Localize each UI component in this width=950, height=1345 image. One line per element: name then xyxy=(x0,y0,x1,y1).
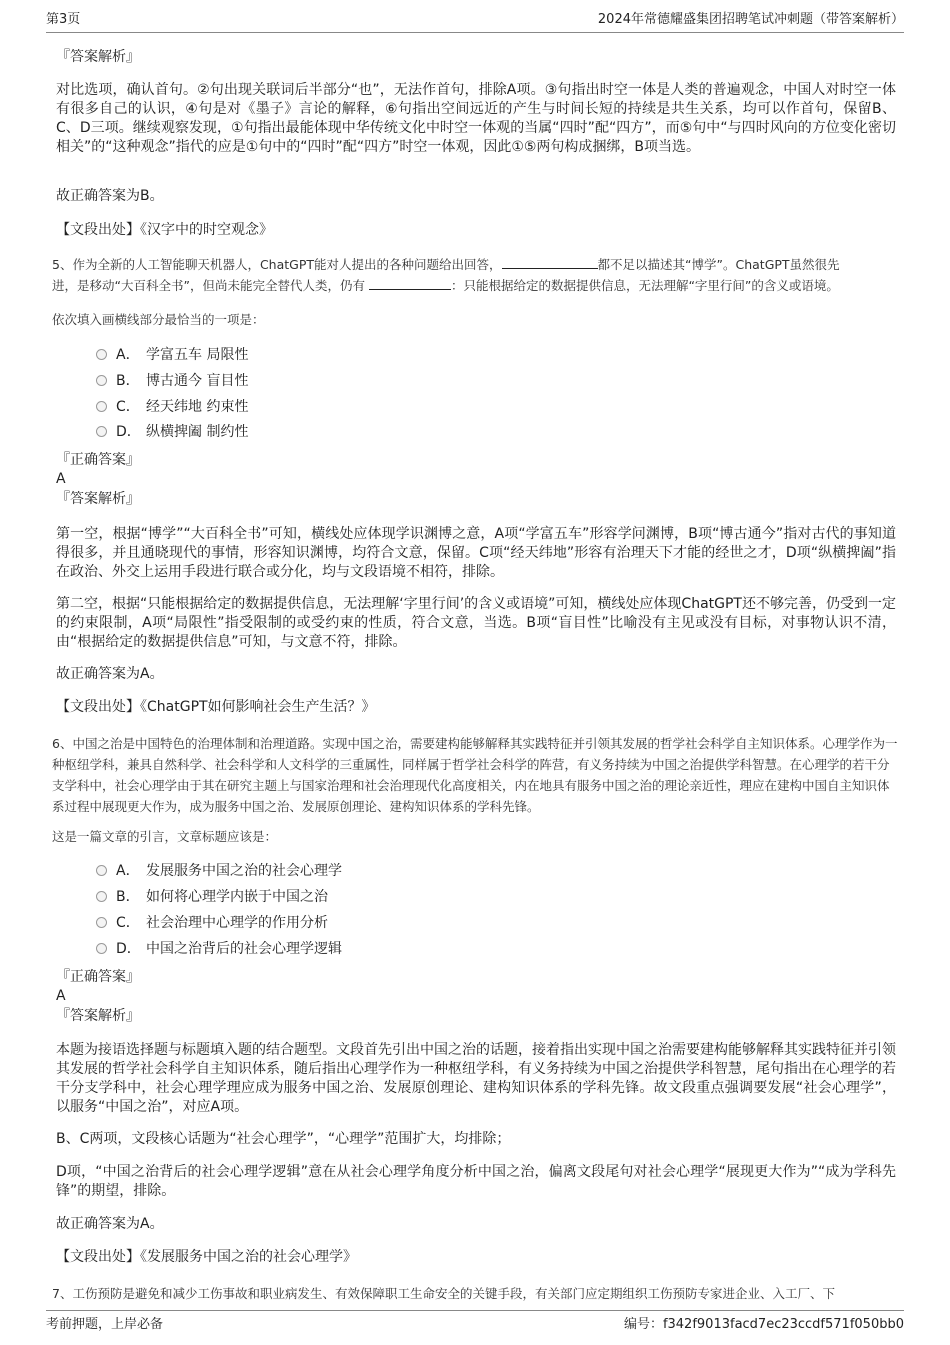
q4-conclusion: 故正确答案为B。 xyxy=(56,188,164,204)
radio-icon[interactable] xyxy=(96,917,107,928)
option-d[interactable]: D． 纵横捭阖 制约性 xyxy=(96,422,248,442)
fill-blank-1 xyxy=(502,255,598,269)
radio-icon[interactable] xyxy=(96,401,107,412)
analysis-label: 『答案解析』 xyxy=(56,49,140,65)
q4-analysis: 对比选项，确认首句。②句出现关联词后半部分“也”，无法作首句，排除A项。③句指出时空一体是人类的普遍观念，中国人对时空一体有很多自己的认识，④句是对《墨子》言论的解释，⑥句指出空间远近的产生与时间长短的持续是共生关系，均可以作首句，保留B、C、D三项。继续观察发现，①句指出最能体现中华传统文化中时空一体观的当属“四时”配“四方”，而⑤句中“与四时风向的方位变化密切相关”的“这种观念”指代的应是①句中的“四时”配“四方”时空一体观，因此①⑤两句构成捆绑，B项当选。 xyxy=(56,82,896,155)
q5-analysis-2: 第二空，根据“只能根据给定的数据提供信息，无法理解‘字里行间’的含义或语境”可知，横线处应体现ChatGPT还不够完善，仍受到一定的约束限制，A项“局限性”指受限制的或受约束的性质，符合文意，当选。B项“盲目性”比喻没有主见或没有目标，对事物认识不清，由“根据给定的数据提供信息”可知，与文意不符，排除。 xyxy=(56,596,896,650)
fill-blank-2 xyxy=(369,276,451,290)
option-c[interactable]: C． 社会治理中心理学的作用分析 xyxy=(96,913,328,933)
option-c[interactable]: C． 经天纬地 约束性 xyxy=(96,397,248,417)
q4-source: 【文段出处】《汉字中的时空观念》 xyxy=(56,222,273,238)
radio-icon[interactable] xyxy=(96,426,107,437)
page-header xyxy=(46,10,904,33)
page-number: 第3页 xyxy=(46,12,81,27)
correct-answer: A xyxy=(56,988,66,1004)
radio-icon[interactable] xyxy=(96,349,107,360)
analysis-label: 『答案解析』 xyxy=(56,491,140,507)
radio-icon[interactable] xyxy=(96,943,107,954)
document-id: 编号：f342f9013facd7ec23ccdf571f050bb0 xyxy=(623,1317,904,1332)
footer-slogan: 考前押题，上岸必备 xyxy=(46,1317,164,1332)
q5-stem: 5、作为全新的人工智能聊天机器人，ChatGPT能对人提出的各种问题给出回答， 都不足以描述其“博学”。ChatGPT虽然很先 进，是移动“大百科全书”，但尚未能完全替代人类，仍有 ：只能根据给定的数据提供信息，无法理解“字里行间”的含义或语境。 xyxy=(52,257,840,293)
q6-analysis-2: B、C两项，文段核心话题为“社会心理学”，“心理学”范围扩大，均排除； xyxy=(56,1131,511,1147)
q6-source: 【文段出处】《发展服务中国之治的社会心理学》 xyxy=(56,1249,357,1265)
correct-answer-label: 『正确答案』 xyxy=(56,452,140,468)
analysis-label: 『答案解析』 xyxy=(56,1008,140,1024)
q5-source: 【文段出处】《ChatGPT如何影响社会生产生活？》 xyxy=(56,699,376,715)
q6-analysis-3: D项，“中国之治背后的社会心理学逻辑”意在从社会心理学角度分析中国之治，偏离文段尾句对社会心理学“展现更大作为”“成为学科先锋”的期望，排除。 xyxy=(56,1164,896,1199)
radio-icon[interactable] xyxy=(96,891,107,902)
q6-stem: 6、中国之治是中国特色的治理体制和治理道路。实现中国之治，需要建构能够解释其实践特征并引领其发展的哲学社会科学自主知识体系。心理学作为一种枢纽学科，兼具自然科学、社会科学和人文科学的三重属性，同样属于哲学社会科学的阵营，有义务持续为中国之治提供学科智慧。在心理学的若干分支学科中，社会心理学由于其在研究主题上与国家治理和社会治理现代化高度相关，内在地具有服务中国之治的理论亲近性，理应在建构中国自主知识体系过程中展现更大作为，成为服务中国之治、发展原创理论、建构知识体系的学科先锋。 xyxy=(52,736,898,814)
q6-prompt: 这是一篇文章的引言，文章标题应该是： xyxy=(52,829,278,844)
radio-icon[interactable] xyxy=(96,375,107,386)
q5-conclusion: 故正确答案为A。 xyxy=(56,666,164,682)
document-title: 2024年常德耀盛集团招聘笔试冲刺题（带答案解析） xyxy=(597,12,904,27)
radio-icon[interactable] xyxy=(96,865,107,876)
option-a[interactable]: A． 学富五车 局限性 xyxy=(96,345,248,365)
option-b[interactable]: B． 博古通今 盲目性 xyxy=(96,371,248,391)
option-b[interactable]: B． 如何将心理学内嵌于中国之治 xyxy=(96,887,328,907)
correct-answer: A xyxy=(56,471,66,487)
correct-answer-label: 『正确答案』 xyxy=(56,969,140,985)
q5-analysis-1: 第一空，根据“博学”“大百科全书”可知，横线处应体现学识渊博之意，A项“学富五车”形容学问渊博，B项“博古通今”指对古代的事知道得很多，并且通晓现代的事情，形容知识渊博，均符合文意，保留。C项“经天纬地”形容有治理天下才能的经世之才，D项“纵横捭阖”指在政治、外交上运用手段进行联合或分化，均与文段语境不相符，排除。 xyxy=(56,526,896,580)
q7-stem: 7、工伤预防是避免和减少工伤事故和职业病发生、有效保障职工生命安全的关键手段，有关部门应定期组织工伤预防专家进企业、入工厂、下 xyxy=(52,1286,835,1301)
option-d[interactable]: D． 中国之治背后的社会心理学逻辑 xyxy=(96,939,342,959)
q5-prompt: 依次填入画横线部分最恰当的一项是： xyxy=(52,312,265,327)
page-footer xyxy=(46,1310,904,1336)
q6-conclusion: 故正确答案为A。 xyxy=(56,1216,164,1232)
option-a[interactable]: A． 发展服务中国之治的社会心理学 xyxy=(96,861,342,881)
q6-analysis-1: 本题为接语选择题与标题填入题的结合题型。文段首先引出中国之治的话题，接着指出实现中国之治需要建构能够解释其实践特征并引领其发展的哲学社会科学自主知识体系，随后指出心理学作为一种枢纽学科，有义务持续为中国之治提供学科智慧，尾句指出在心理学的若干分支学科中，社会心理学理应成为服务中国之治、发展原创理论、建构知识体系的学科先锋。故文段重点强调要发展“社会心理学”，以服务“中国之治”，对应A项。 xyxy=(56,1042,896,1115)
